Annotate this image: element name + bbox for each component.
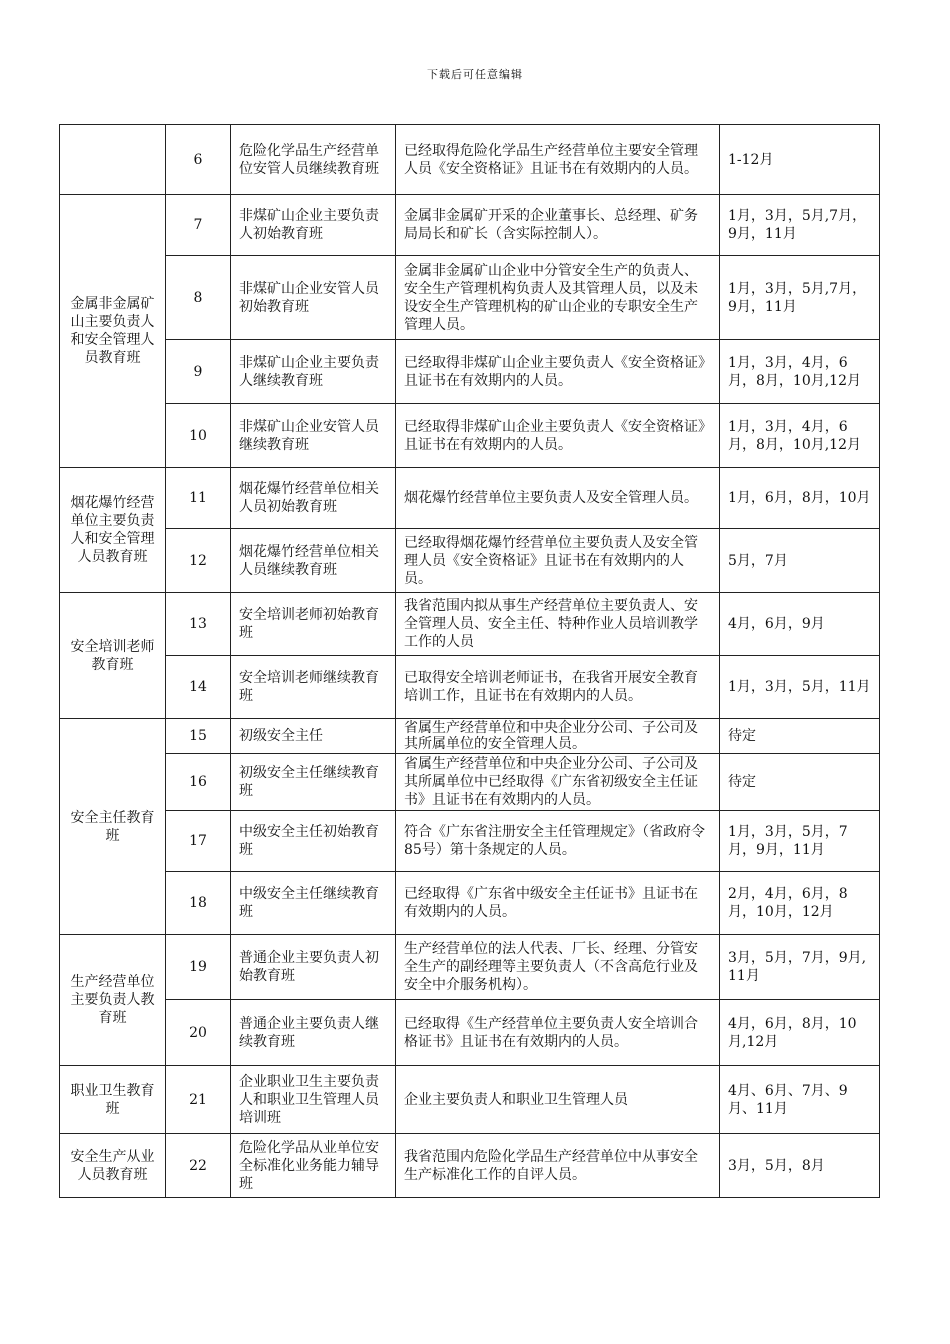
target-audience-cell: 已经取得非煤矿山企业主要负责人《安全资格证》且证书在有效期内的人员。 xyxy=(396,404,720,468)
table-row xyxy=(60,468,880,529)
course-name-cell: 中级安全主任继续教育班 xyxy=(231,872,396,935)
row-number-cell: 14 xyxy=(166,656,231,719)
target-audience-cell: 我省范围内危险化学品生产经营单位中从事安全生产标准化工作的自评人员。 xyxy=(396,1134,720,1198)
schedule-months-cell: 1月，3月，5月，11月 xyxy=(720,656,880,719)
course-name-cell: 非煤矿山企业安管人员初始教育班 xyxy=(231,256,396,340)
course-name-cell: 危险化学品生产经营单位安管人员继续教育班 xyxy=(231,125,396,195)
category-cell: 安全生产从业人员教育班 xyxy=(60,1134,166,1198)
row-number-cell: 8 xyxy=(166,256,231,340)
schedule-months-cell: 待定 xyxy=(720,719,880,754)
schedule-months-cell: 3月，5月，8月 xyxy=(720,1134,880,1198)
row-number-cell: 10 xyxy=(166,404,231,468)
target-audience-cell: 已经取得非煤矿山企业主要负责人《安全资格证》且证书在有效期内的人员。 xyxy=(396,340,720,404)
schedule-months-cell: 4月，6月，8月，10月,12月 xyxy=(720,1000,880,1066)
target-audience-cell: 生产经营单位的法人代表、厂长、经理、分管安全生产的副经理等主要负责人（不含高危行业及安全中介服务机构）。 xyxy=(396,935,720,1000)
row-number-cell: 18 xyxy=(166,872,231,935)
page-header: 下载后可任意编辑 xyxy=(427,68,523,81)
row-number-cell: 6 xyxy=(166,125,231,195)
course-name-cell: 普通企业主要负责人继续教育班 xyxy=(231,1000,396,1066)
category-cell xyxy=(60,125,166,195)
course-name-cell: 烟花爆竹经营单位相关人员继续教育班 xyxy=(231,529,396,593)
table-row xyxy=(60,340,880,404)
target-audience-cell: 已经取得烟花爆竹经营单位主要负责人及安全管理人员《安全资格证》且证书在有效期内的人员。 xyxy=(396,529,720,593)
course-name-cell: 初级安全主任继续教育班 xyxy=(231,754,396,811)
row-number-cell: 13 xyxy=(166,593,231,656)
table-row xyxy=(60,754,880,811)
target-audience-cell: 已经取得危险化学品生产经营单位主要安全管理人员《安全资格证》且证书在有效期内的人员。 xyxy=(396,125,720,195)
table-row xyxy=(60,593,880,656)
schedule-months-cell: 1月，3月，4月，6月，8月，10月,12月 xyxy=(720,340,880,404)
table-row xyxy=(60,404,880,468)
table-row xyxy=(60,1134,880,1198)
target-audience-cell: 已经取得《广东省中级安全主任证书》且证书在有效期内的人员。 xyxy=(396,872,720,935)
table-row xyxy=(60,811,880,872)
row-number-cell: 22 xyxy=(166,1134,231,1198)
schedule-months-cell: 1月，3月，4月，6月，8月，10月,12月 xyxy=(720,404,880,468)
schedule-months-cell: 2月，4月，6月，8月，10月，12月 xyxy=(720,872,880,935)
course-name-cell: 非煤矿山企业安管人员继续教育班 xyxy=(231,404,396,468)
course-name-cell: 中级安全主任初始教育班 xyxy=(231,811,396,872)
table-row xyxy=(60,935,880,1000)
row-number-cell: 20 xyxy=(166,1000,231,1066)
category-cell: 职业卫生教育班 xyxy=(60,1066,166,1134)
course-name-cell: 初级安全主任 xyxy=(231,719,396,754)
row-number-cell: 17 xyxy=(166,811,231,872)
category-cell: 烟花爆竹经营单位主要负责人和安全管理人员教育班 xyxy=(60,468,166,593)
schedule-months-cell: 3月，5月，7月，9月,11月 xyxy=(720,935,880,1000)
target-audience-cell: 烟花爆竹经营单位主要负责人及安全管理人员。 xyxy=(396,468,720,529)
schedule-months-cell: 1月，3月，5月，7月，9月，11月 xyxy=(720,811,880,872)
target-audience-cell: 企业主要负责人和职业卫生管理人员 xyxy=(396,1066,720,1134)
schedule-months-cell: 1月，3月，5月,7月，9月，11月 xyxy=(720,195,880,256)
table-row xyxy=(60,1066,880,1134)
target-audience-cell: 金属非金属矿开采的企业董事长、总经理、矿务局局长和矿长（含实际控制人）。 xyxy=(396,195,720,256)
row-number-cell: 15 xyxy=(166,719,231,754)
course-name-cell: 危险化学品从业单位安全标准化业务能力辅导班 xyxy=(231,1134,396,1198)
schedule-months-cell: 5月，7月 xyxy=(720,529,880,593)
target-audience-cell: 省属生产经营单位和中央企业分公司、子公司及其所属单位的安全管理人员。 xyxy=(396,719,720,754)
course-name-cell: 安全培训老师继续教育班 xyxy=(231,656,396,719)
row-number-cell: 7 xyxy=(166,195,231,256)
category-cell: 生产经营单位主要负责人教育班 xyxy=(60,935,166,1066)
table-row xyxy=(60,125,880,195)
table-row xyxy=(60,719,880,754)
target-audience-cell: 金属非金属矿山企业中分管安全生产的负责人、安全生产管理机构负责人及其管理人员，以及未设安全生产管理机构的矿山企业的专职安全生产管理人员。 xyxy=(396,256,720,340)
row-number-cell: 19 xyxy=(166,935,231,1000)
target-audience-cell: 我省范围内拟从事生产经营单位主要负责人、安全管理人员、安全主任、特种作业人员培训教学工作的人员 xyxy=(396,593,720,656)
target-audience-cell: 省属生产经营单位和中央企业分公司、子公司及其所属单位中已经取得《广东省初级安全主任证书》且证书在有效期内的人员。 xyxy=(396,754,720,811)
course-name-cell: 普通企业主要负责人初始教育班 xyxy=(231,935,396,1000)
table-row xyxy=(60,1000,880,1066)
schedule-months-cell: 1-12月 xyxy=(720,125,880,195)
course-name-cell: 非煤矿山企业主要负责人继续教育班 xyxy=(231,340,396,404)
category-cell: 金属非金属矿山主要负责人和安全管理人员教育班 xyxy=(60,195,166,468)
table-row xyxy=(60,529,880,593)
table-row xyxy=(60,195,880,256)
row-number-cell: 12 xyxy=(166,529,231,593)
schedule-months-cell: 1月，3月，5月,7月，9月，11月 xyxy=(720,256,880,340)
course-name-cell: 非煤矿山企业主要负责人初始教育班 xyxy=(231,195,396,256)
table-row xyxy=(60,656,880,719)
table-row xyxy=(60,256,880,340)
schedule-months-cell: 1月，6月，8月，10月 xyxy=(720,468,880,529)
category-cell: 安全主任教育班 xyxy=(60,719,166,935)
schedule-months-cell: 4月，6月，9月 xyxy=(720,593,880,656)
schedule-months-cell: 待定 xyxy=(720,754,880,811)
course-name-cell: 安全培训老师初始教育班 xyxy=(231,593,396,656)
row-number-cell: 11 xyxy=(166,468,231,529)
row-number-cell: 16 xyxy=(166,754,231,811)
target-audience-cell: 已取得安全培训老师证书，在我省开展安全教育培训工作，且证书在有效期内的人员。 xyxy=(396,656,720,719)
row-number-cell: 9 xyxy=(166,340,231,404)
category-cell: 安全培训老师教育班 xyxy=(60,593,166,719)
course-name-cell: 烟花爆竹经营单位相关人员初始教育班 xyxy=(231,468,396,529)
schedule-months-cell: 4月、6月、7月、9月、11月 xyxy=(720,1066,880,1134)
training-schedule-table xyxy=(59,124,880,1198)
row-number-cell: 21 xyxy=(166,1066,231,1134)
target-audience-cell: 符合《广东省注册安全主任管理规定》（省政府令85号）第十条规定的人员。 xyxy=(396,811,720,872)
course-name-cell: 企业职业卫生主要负责人和职业卫生管理人员培训班 xyxy=(231,1066,396,1134)
target-audience-cell: 已经取得《生产经营单位主要负责人安全培训合格证书》且证书在有效期内的人员。 xyxy=(396,1000,720,1066)
table-row xyxy=(60,872,880,935)
